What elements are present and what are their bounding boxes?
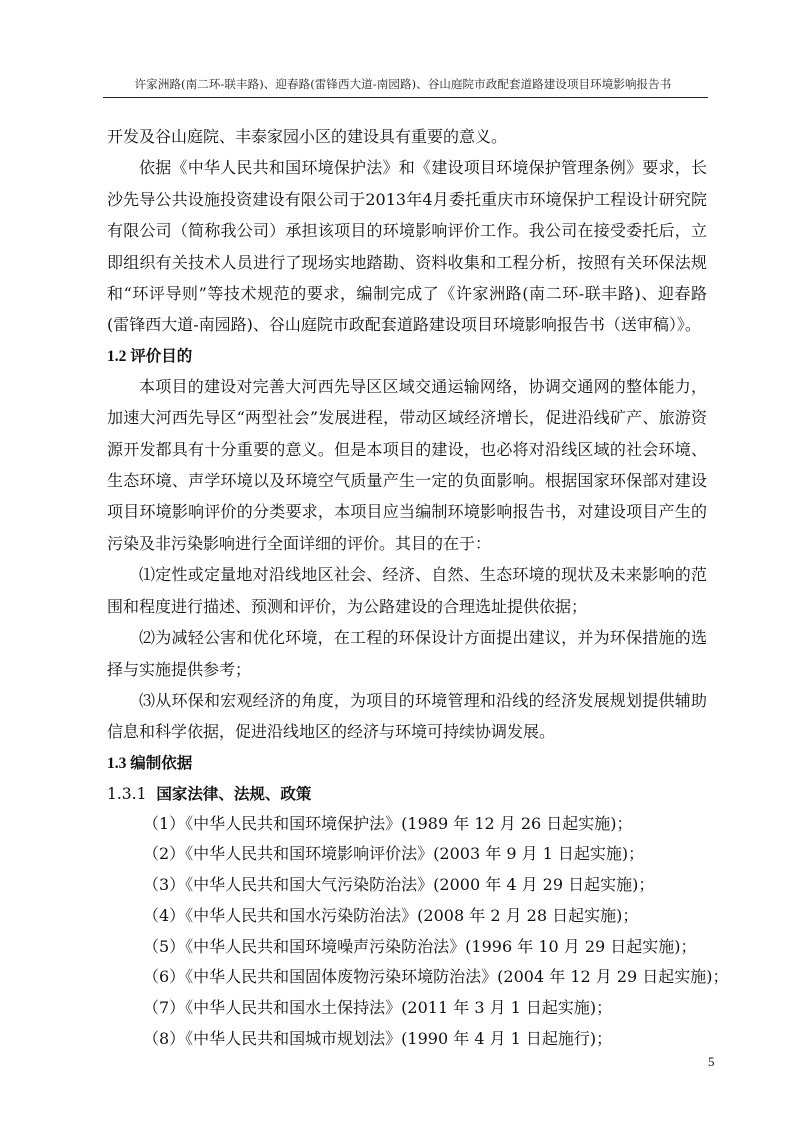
purpose-item-1: ⑴定性或定量地对沿线地区社会、经济、自然、生态环境的现状及未来影响的范围和程度进行描述、预测和评价，为公路建设的合理选址提供依据； [107, 565, 707, 616]
subsection-number: 1.3.1 [107, 784, 147, 803]
purpose-item-2: ⑵为减轻公害和优化环境，在工程的环保设计方面提出建议，并为环保措施的选择与实施提供参考； [107, 628, 707, 679]
law-list [107, 809, 729, 1055]
paragraph-basis: 依据《中华人民共和国环境保护法》和《建设项目环境保护管理条例》要求，长沙先导公共设施投资建设有限公司于2013年4月委托重庆市环境保护工程设计研究院有限公司（简称我公司）承担该项目的环境影响评价工作。我公司在接受委托后，立即组织有关技术人员进行了现场实地踏勘、资料收集和工程分析，按照有关环保法规和“环评导则”等技术规范的要求，编制完成了《许家洲路(南二环-联丰路)、迎春路(雷锋西大道-南园路)、谷山庭院市政配套道路建设项目环境影响报告书（送审稿）》。 [107, 158, 707, 335]
law-item: （1）《中华人民共和国环境保护法》(1989 年 12 月 26 日起实施)； [143, 813, 633, 833]
law-item: （2）《中华人民共和国环境影响评价法》(2003 年 9 月 1 日起实施)； [143, 844, 645, 864]
subsection-heading-1-3-1 [107, 779, 707, 809]
law-item: （4）《中华人民共和国水污染防治法》(2008 年 2 月 28 日起实施)； [143, 905, 639, 925]
paragraph-purpose: 本项目的建设对完善大河西先导区区域交通运输网络，协调交通网的整体能力，加速大河西先导区“两型社会”发展进程，带动区域经济增长，促进沿线矿产、旅游资源开发都具有十分重要的意义。但是本项目的建设，也必将对沿线区域的社会环境、生态环境、声学环境以及环境空气质量产生一定的负面影响。根据国家环保部对建设项目环境影响评价的分类要求，本项目应当编制环境影响报告书，对建设项目产生的污染及非污染影响进行全面详细的评价。其目的在于： [107, 376, 707, 553]
page-number: 5 [708, 1054, 715, 1069]
law-item: （7）《中华人民共和国水土保持法》(2011 年 3 月 1 日起实施)； [143, 997, 613, 1017]
law-item: （6）《中华人民共和国固体废物污染环境防治法》(2004 年 12 月 29 日起实施)； [143, 967, 729, 987]
running-header: 许家洲路(南二环-联丰路)、迎春路(雷锋西大道-南园路)、谷山庭院市政配套道路建设项目环境影响报告书 [134, 77, 672, 91]
paragraph-intro-continuation: 开发及谷山庭院、丰泰家园小区的建设具有重要的意义。 [107, 127, 508, 146]
page-body [107, 121, 729, 1054]
law-item: （8）《中华人民共和国城市规划法》(1990 年 4 月 1 日起施行)； [143, 1028, 613, 1048]
law-item: （5）《中华人民共和国环境噪声污染防治法》(1996 年 10 月 29 日起实施)； [143, 936, 697, 956]
subsection-title: 国家法律、法规、政策 [156, 783, 312, 803]
law-item: （3）《中华人民共和国大气污染防治法》(2000 年 4 月 29 日起实施)； [143, 875, 655, 895]
section-heading-1-2: 1.2 评价目的 [107, 347, 193, 365]
section-heading-1-3: 1.3 编制依据 [107, 754, 193, 772]
header-divider [103, 97, 708, 98]
purpose-item-3: ⑶从环保和宏观经济的角度，为项目的环境管理和沿线的经济发展规划提供辅助信息和科学依据，促进沿线地区的经济与环境可持续协调发展。 [107, 690, 707, 742]
